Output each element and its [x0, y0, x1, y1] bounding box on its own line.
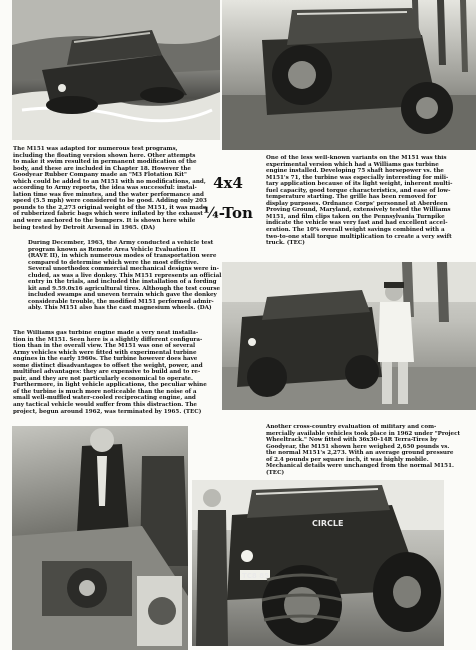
- caption-flotation: The M151 was adapted for numerous test programs, including the floating version shown here. Other attempts to make it swim resulted in permanent modification of the body, and these are included in Chapter 18. However the Goodyear Rubber Company made an "M3 Flotation Kit" which could be added to an M151 with no modifications, and, according to Army reports, the idea was successful: instal- lation time was five minutes, and the water performance and speed (5.5 mph) were considered to be good. Adding only 203 pounds to the 2,273 original weight of the M151, it was made of rubberized fabric bags which were inflated by the exhaust and were anchored to the bumpers. It is shown here while being tested by Detroit Arsenal in 1965. (DA): [13, 146, 207, 231]
- caption-project-wheeltrack: Another cross-country evaluation of military and com- mercially available vehicles took place in 1962 under "Project Wheeltrack." Now fitted with 36x30-14R Terra-Tires by Goodyear, the M151 shown here weighed 2,650 pounds vs. the normal M151's 2,273. With an average ground pressure of 2.4 pounds per square inch, it was highly mobile. Mechanical details were unchanged from the normal M151. (TEC): [266, 424, 461, 476]
- photo-turbine-jeep: [222, 262, 476, 410]
- hood-marking-text: CIRCLE: [312, 519, 344, 528]
- caption-turbine-details: The Williams gas turbine engine made a very neat installa- tion in the M151. Seen here is a slightly different configura- tion than in the overall view. The M151 was one of several Army vehicles which were fitted with experimental turbine engines in the early 1960s. The turbine however does have some distinct disadvantages to offset the weight, power, and multifuel advantages: they are expensive to build and to re- pair, and they are not particularly economical to operate. Furthermore, in light vehicle applications, the peculiar whine of the turbine is much more noticeable than the noise of a small well-muffled water-cooled reciprocating engine, and any tactical vehicle would suffer from this distraction. The project, begun around 1962, was terminated by 1965. (TEC): [13, 330, 207, 415]
- caption-turbine-overview: One of the less well-known variants on the M151 was this experimental version which had a Williams gas turbine engine installed. Developing 75 shaft horsepower vs. the M151's 71, the turbine was especially interesting for mili- tary application because of its light weight, inherent multi- fuel capacity, good torque characteristics, and ease of low- temperature starting. The grille has been removed for display purposes. Ordnance Corps' personnel at Aberdeen Proving Ground, Maryland, extensively tested the Williams M151, and film clips taken on the Pennsylvania Turnpike indicate the vehicle was very fast and had excellent accel- eration. The 10% overall weight savings combined with a two-to-one stall torque multiplication to create a very swift truck. (TEC): [266, 155, 453, 247]
- page-heading-quarter-ton: ¼-Ton: [203, 204, 253, 222]
- photo-turbine-engine: [12, 426, 188, 650]
- photo-flotation-jeep: [12, 0, 220, 140]
- caption-rave-ii: During December, 1963, the Army conducted a vehicle test program known as Remote Area Vehicle Evaluation II (RAVE II), in which numerous modes of transportation were compared to determine which were the most effective. Several unorthodox commercial mechanical designs were in- cluded, as was a live donkey. This M151 represents an official entry in the trials, and included the installation of a fording kit and 9.59.0x16 agricultural tires. Although the test course included swamps and uneven terrain which gave the donkey considerable trouble, the modified M151 performed admir- ably. This M151 also has the cast magnesium wheels. (DA): [28, 240, 222, 312]
- photo-agricultural-tire-jeep: [222, 0, 476, 150]
- photo-terra-tire-jeep: [192, 480, 444, 646]
- page-heading-4x4: 4x4: [213, 174, 243, 192]
- license-plate-text: TC8 85: [242, 572, 269, 580]
